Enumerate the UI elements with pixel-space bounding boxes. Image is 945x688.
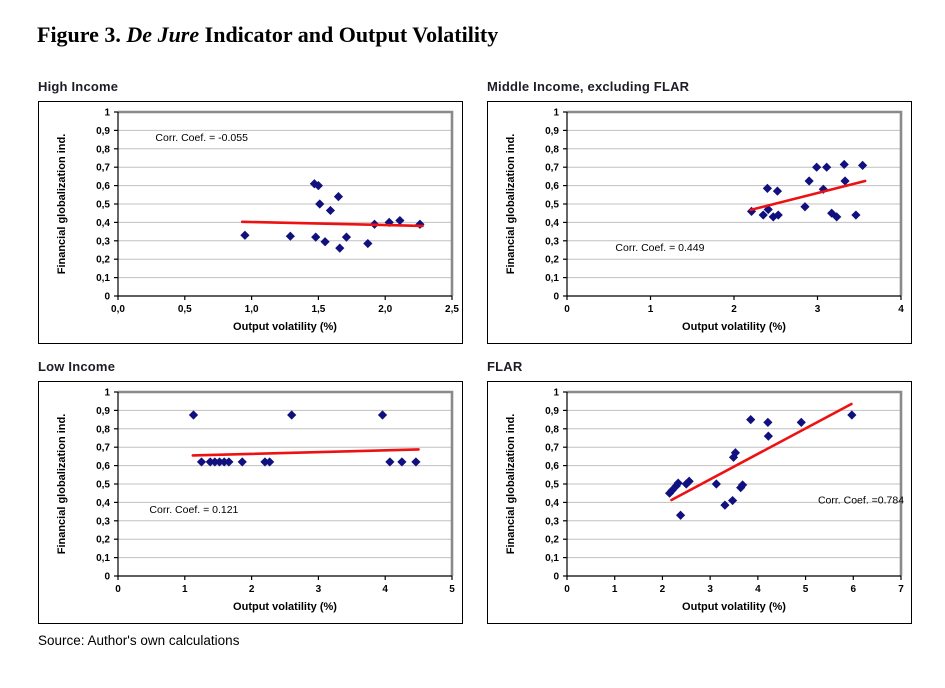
x-tick-label: 4 xyxy=(382,584,388,595)
x-axis-title: Output volatility (%) xyxy=(682,601,786,613)
x-axis-title: Output volatility (%) xyxy=(233,321,337,333)
y-tick-label: 0,2 xyxy=(96,534,110,546)
data-point xyxy=(334,192,343,201)
panel-high-income xyxy=(38,79,462,344)
x-tick-label: 7 xyxy=(898,584,904,595)
scatter-plot-high-income xyxy=(39,102,462,343)
y-tick-label: 0 xyxy=(553,291,559,303)
data-point xyxy=(805,176,814,185)
y-tick-label: 0,1 xyxy=(96,273,110,285)
figure-title-italic: De Jure xyxy=(126,22,200,47)
x-tick-label: 0,5 xyxy=(177,304,192,315)
chart-flar xyxy=(487,381,912,624)
corr-coef-label: Corr. Coef. = 0.121 xyxy=(149,503,239,516)
y-tick-label: 0 xyxy=(104,291,110,303)
y-tick-label: 0,9 xyxy=(96,405,110,417)
x-tick-label: 3 xyxy=(814,304,821,315)
source-note: Source: Author's own calculations xyxy=(38,633,240,648)
y-tick-label: 0,4 xyxy=(545,497,559,509)
chart-low-income xyxy=(38,381,463,624)
y-tick-label: 1 xyxy=(104,387,110,399)
y-tick-label: 0,6 xyxy=(96,461,110,473)
data-point xyxy=(320,237,329,246)
y-tick-label: 0,2 xyxy=(96,254,110,266)
x-tick-label: 2 xyxy=(248,584,255,595)
y-tick-label: 0,8 xyxy=(96,144,110,156)
y-tick-label: 0,9 xyxy=(545,125,559,137)
x-tick-label: 0 xyxy=(564,584,570,595)
data-point xyxy=(746,415,755,424)
x-tick-label: 0 xyxy=(564,304,570,315)
scatter-plot-middle-income xyxy=(488,102,911,343)
data-point xyxy=(822,163,831,172)
y-tick-label: 0,3 xyxy=(96,516,110,528)
data-point xyxy=(335,244,344,253)
corr-coef-label: Corr. Coef. = 0.449 xyxy=(615,242,705,255)
data-point xyxy=(415,220,424,229)
y-tick-label: 0,6 xyxy=(545,461,559,473)
x-tick-label: 1 xyxy=(611,584,618,595)
x-tick-label: 2,5 xyxy=(445,304,459,315)
y-tick-label: 1 xyxy=(104,107,110,119)
panel-title-middle-income: Middle Income, excluding FLAR xyxy=(487,79,690,94)
y-tick-label: 0,8 xyxy=(96,424,110,436)
y-tick-label: 0,7 xyxy=(545,162,559,174)
panel-title-low-income: Low Income xyxy=(38,359,116,374)
panel-low-income xyxy=(38,359,462,624)
y-tick-label: 1 xyxy=(553,387,559,399)
y-tick-label: 0,5 xyxy=(545,479,559,491)
y-tick-label: 0,2 xyxy=(545,534,559,546)
y-tick-label: 0,7 xyxy=(96,442,110,454)
y-tick-label: 0 xyxy=(104,571,110,583)
y-tick-label: 0,6 xyxy=(96,181,110,193)
x-tick-label: 0 xyxy=(115,584,121,595)
data-point xyxy=(240,231,249,240)
x-tick-label: 2 xyxy=(731,304,737,315)
figure-title-suffix: Indicator and Output Volatility xyxy=(199,22,499,47)
trend-line xyxy=(193,449,419,455)
y-tick-label: 0,5 xyxy=(96,479,110,491)
x-axis-title: Output volatility (%) xyxy=(233,601,337,613)
x-axis-title: Output volatility (%) xyxy=(682,321,786,333)
x-tick-label: 3 xyxy=(315,584,322,595)
x-tick-label: 5 xyxy=(449,584,455,595)
corr-coef-label: Corr. Coef. =0.784 xyxy=(817,494,905,507)
y-tick-label: 1 xyxy=(553,107,559,119)
x-tick-label: 4 xyxy=(755,584,761,595)
panel-title-high-income: High Income xyxy=(38,79,119,94)
x-tick-label: 1,0 xyxy=(244,304,259,315)
data-point xyxy=(728,496,737,505)
y-tick-label: 0,4 xyxy=(96,217,110,229)
y-axis-title: Financial globalization ind. xyxy=(56,133,68,275)
data-point xyxy=(851,210,860,219)
y-tick-label: 0,3 xyxy=(96,236,110,248)
data-point xyxy=(812,163,821,172)
data-point xyxy=(764,432,773,441)
y-axis-title: Financial globalization ind. xyxy=(56,413,68,555)
chart-high-income xyxy=(38,101,463,344)
data-point xyxy=(286,232,295,241)
y-tick-label: 0,8 xyxy=(545,424,559,436)
chart-middle-income xyxy=(487,101,912,344)
y-tick-label: 0,3 xyxy=(545,516,559,528)
data-point xyxy=(847,410,856,419)
y-tick-label: 0,2 xyxy=(545,254,559,266)
scatter-plot-flar xyxy=(488,382,911,623)
data-point xyxy=(315,199,324,208)
data-point xyxy=(189,410,198,419)
y-tick-label: 0,3 xyxy=(545,236,559,248)
y-tick-label: 0,1 xyxy=(96,553,110,565)
figure-title xyxy=(37,22,498,48)
x-tick-label: 0,0 xyxy=(111,304,125,315)
y-axis-title: Financial globalization ind. xyxy=(505,133,517,275)
x-tick-label: 1 xyxy=(647,304,654,315)
y-tick-label: 0,4 xyxy=(96,497,110,509)
data-point xyxy=(395,216,404,225)
y-tick-label: 0 xyxy=(553,571,559,583)
x-tick-label: 2,0 xyxy=(378,304,393,315)
x-tick-label: 5 xyxy=(802,584,809,595)
y-tick-label: 0,5 xyxy=(545,199,559,211)
x-tick-label: 3 xyxy=(707,584,713,595)
data-point xyxy=(763,418,772,427)
x-tick-label: 4 xyxy=(898,304,904,315)
data-point xyxy=(287,410,296,419)
panel-title-flar: FLAR xyxy=(487,359,523,374)
data-point xyxy=(773,187,782,196)
data-point xyxy=(326,206,335,215)
x-tick-label: 1,5 xyxy=(311,304,326,315)
y-tick-label: 0,6 xyxy=(545,181,559,193)
y-tick-label: 0,7 xyxy=(96,162,110,174)
panel-flar xyxy=(487,359,911,624)
data-point xyxy=(858,161,867,170)
y-axis-title: Financial globalization ind. xyxy=(505,413,517,555)
y-tick-label: 0,1 xyxy=(545,553,559,565)
data-point xyxy=(797,418,806,427)
data-point xyxy=(378,410,387,419)
y-tick-label: 0,1 xyxy=(545,273,559,285)
panel-middle-income xyxy=(487,79,911,344)
y-tick-label: 0,9 xyxy=(96,125,110,137)
data-point xyxy=(712,479,721,488)
trend-line xyxy=(671,404,851,500)
x-tick-label: 1 xyxy=(182,584,188,595)
scatter-plot-low-income xyxy=(39,382,462,623)
figure-title-prefix: Figure 3. xyxy=(37,22,127,47)
y-tick-label: 0,9 xyxy=(545,405,559,417)
x-tick-label: 6 xyxy=(850,584,857,595)
y-tick-label: 0,7 xyxy=(545,442,559,454)
y-tick-label: 0,5 xyxy=(96,199,110,211)
data-point xyxy=(676,511,685,520)
y-tick-label: 0,8 xyxy=(545,144,559,156)
corr-coef-label: Corr. Coef. = -0.055 xyxy=(155,131,248,144)
y-tick-label: 0,4 xyxy=(545,217,559,229)
x-tick-label: 2 xyxy=(659,584,666,595)
